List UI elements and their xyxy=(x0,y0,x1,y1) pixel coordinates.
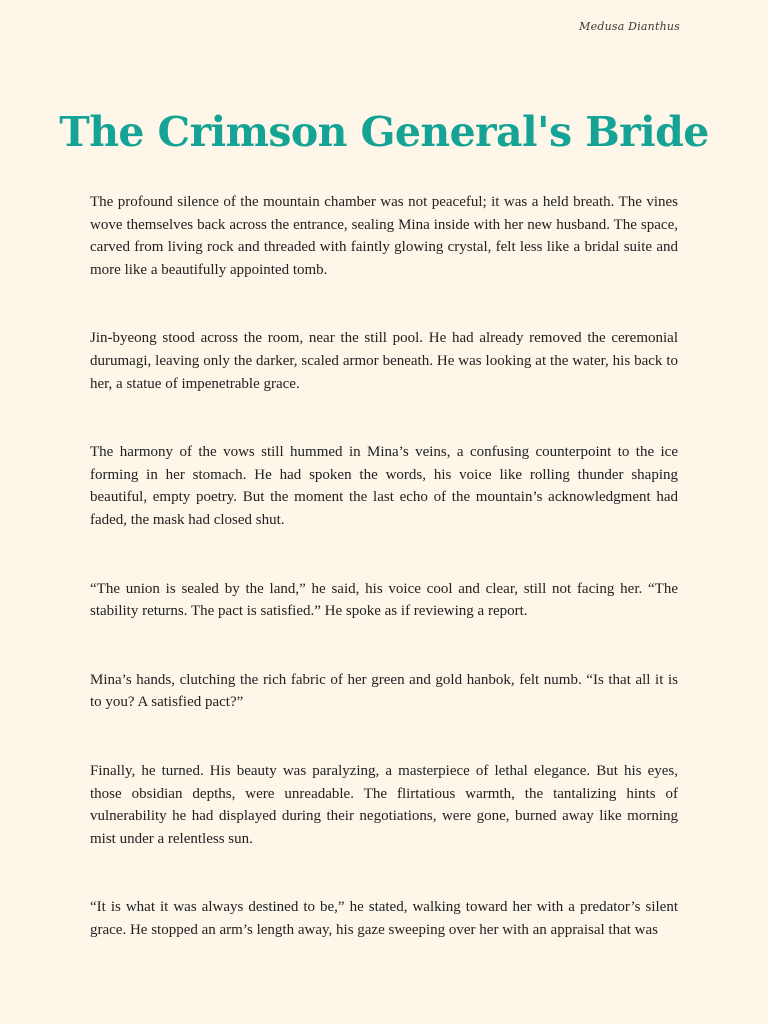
page-title: The Crimson General's Bride xyxy=(59,108,709,156)
paragraph: “The union is sealed by the land,” he said, his voice cool and clear, still not facing her. “The stability returns. The pact is satisfied.” He spoke as if reviewing a report. xyxy=(90,580,678,620)
paragraph: The profound silence of the mountain chamber was not peaceful; it was a held breath. The vines wove themselves back across the entrance, sealing Mina inside with her new husband. The space, carved from living rock and threaded with faintly glowing crystal, felt less like a bridal suite and more like a beautifully appointed tomb. xyxy=(90,194,678,278)
paragraph: Mina’s hands, clutching the rich fabric of her green and gold hanbok, felt numb. “Is that all it is to you? A satisfied pact?” xyxy=(90,671,678,711)
paragraph: “It is what it was always destined to be,” he stated, walking toward her with a predator’s silent grace. He stopped an arm’s length away, his gaze sweeping over her with an appraisal that was xyxy=(90,899,678,938)
paragraph: Jin-byeong stood across the room, near the still pool. He had already removed the ceremonial durumagi, leaving only the darker, scaled armor beneath. He was looking at the water, his back to her, a statue of impenetrable grace. xyxy=(90,330,678,392)
paragraph: The harmony of the vows still hummed in Mina’s veins, a confusing counterpoint to the ice forming in her stomach. He had spoken the words, his voice like rolling thunder shaping beautiful, empty poetry. But the moment the last echo of the mountain’s acknowledgment had faded, the mask had closed shut. xyxy=(90,444,678,528)
story-body xyxy=(90,191,678,987)
author-name: Medusa Dianthus xyxy=(579,20,680,33)
paragraph: Finally, he turned. His beauty was paralyzing, a masterpiece of lethal elegance. But his eyes, those obsidian depths, were unreadable. The flirtatious warmth, the tantalizing hints of vulnerability he had displayed during their negotiations, were gone, burned away like morning mist under a relentless sun. xyxy=(90,762,678,847)
